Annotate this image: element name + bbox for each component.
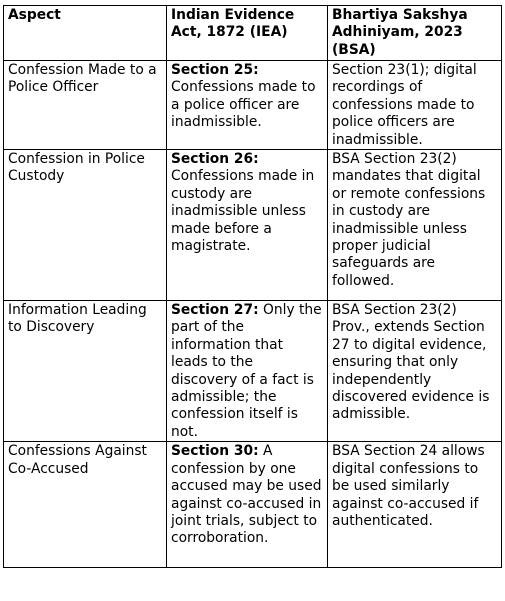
table-row xyxy=(4,442,502,568)
iea-text: A confession by one accused may be used against co-accused in joint trials, subject to corroboration. xyxy=(171,443,322,547)
table-row xyxy=(4,301,502,442)
bsa-cell: BSA Section 23(2) Prov., extends Section 27 to digital evidence, ensuring that only independently discovered evidence is admissible. xyxy=(328,301,502,442)
header-aspect: Aspect xyxy=(4,6,167,61)
header-bsa: Bhartiya Sakshya Adhiniyam, 2023 (BSA) xyxy=(328,6,502,61)
iea-cell xyxy=(167,150,328,301)
iea-cell xyxy=(167,301,328,442)
aspect-cell: Confessions Against Co-Accused xyxy=(4,442,167,568)
header-row xyxy=(4,6,502,61)
header-iea: Indian Evidence Act, 1872 (IEA) xyxy=(167,6,328,61)
iea-section-label: Section 26: xyxy=(171,151,259,168)
bsa-cell: BSA Section 23(2) mandates that digital or remote confessions in custody are inadmissible unless proper judicial safeguards are followed. xyxy=(328,150,502,301)
bsa-cell: Section 23(1); digital recordings of confessions made to police officers are inadmissible. xyxy=(328,61,502,150)
bsa-cell: BSA Section 24 allows digital confessions to be used similarly against co-accused if authenticated. xyxy=(328,442,502,568)
iea-cell xyxy=(167,442,328,568)
iea-section-label: Section 30: xyxy=(171,443,259,460)
iea-text: Confessions made to a police officer are inadmissible. xyxy=(171,79,316,131)
aspect-cell: Information Leading to Discovery xyxy=(4,301,167,442)
table-row xyxy=(4,150,502,301)
iea-text: Confessions made in custody are inadmissible unless made before a magistrate. xyxy=(171,168,315,255)
table-row xyxy=(4,61,502,150)
comparison-table xyxy=(3,5,502,568)
aspect-cell: Confession Made to a Police Officer xyxy=(4,61,167,150)
iea-cell xyxy=(167,61,328,150)
iea-section-label: Section 27: xyxy=(171,302,259,319)
iea-section-label: Section 25: xyxy=(171,62,259,78)
aspect-cell: Confession in Police Custody xyxy=(4,150,167,301)
iea-text: Only the part of the information that leads to the discovery of a fact is admissible; the confession itself is not. xyxy=(171,302,322,440)
